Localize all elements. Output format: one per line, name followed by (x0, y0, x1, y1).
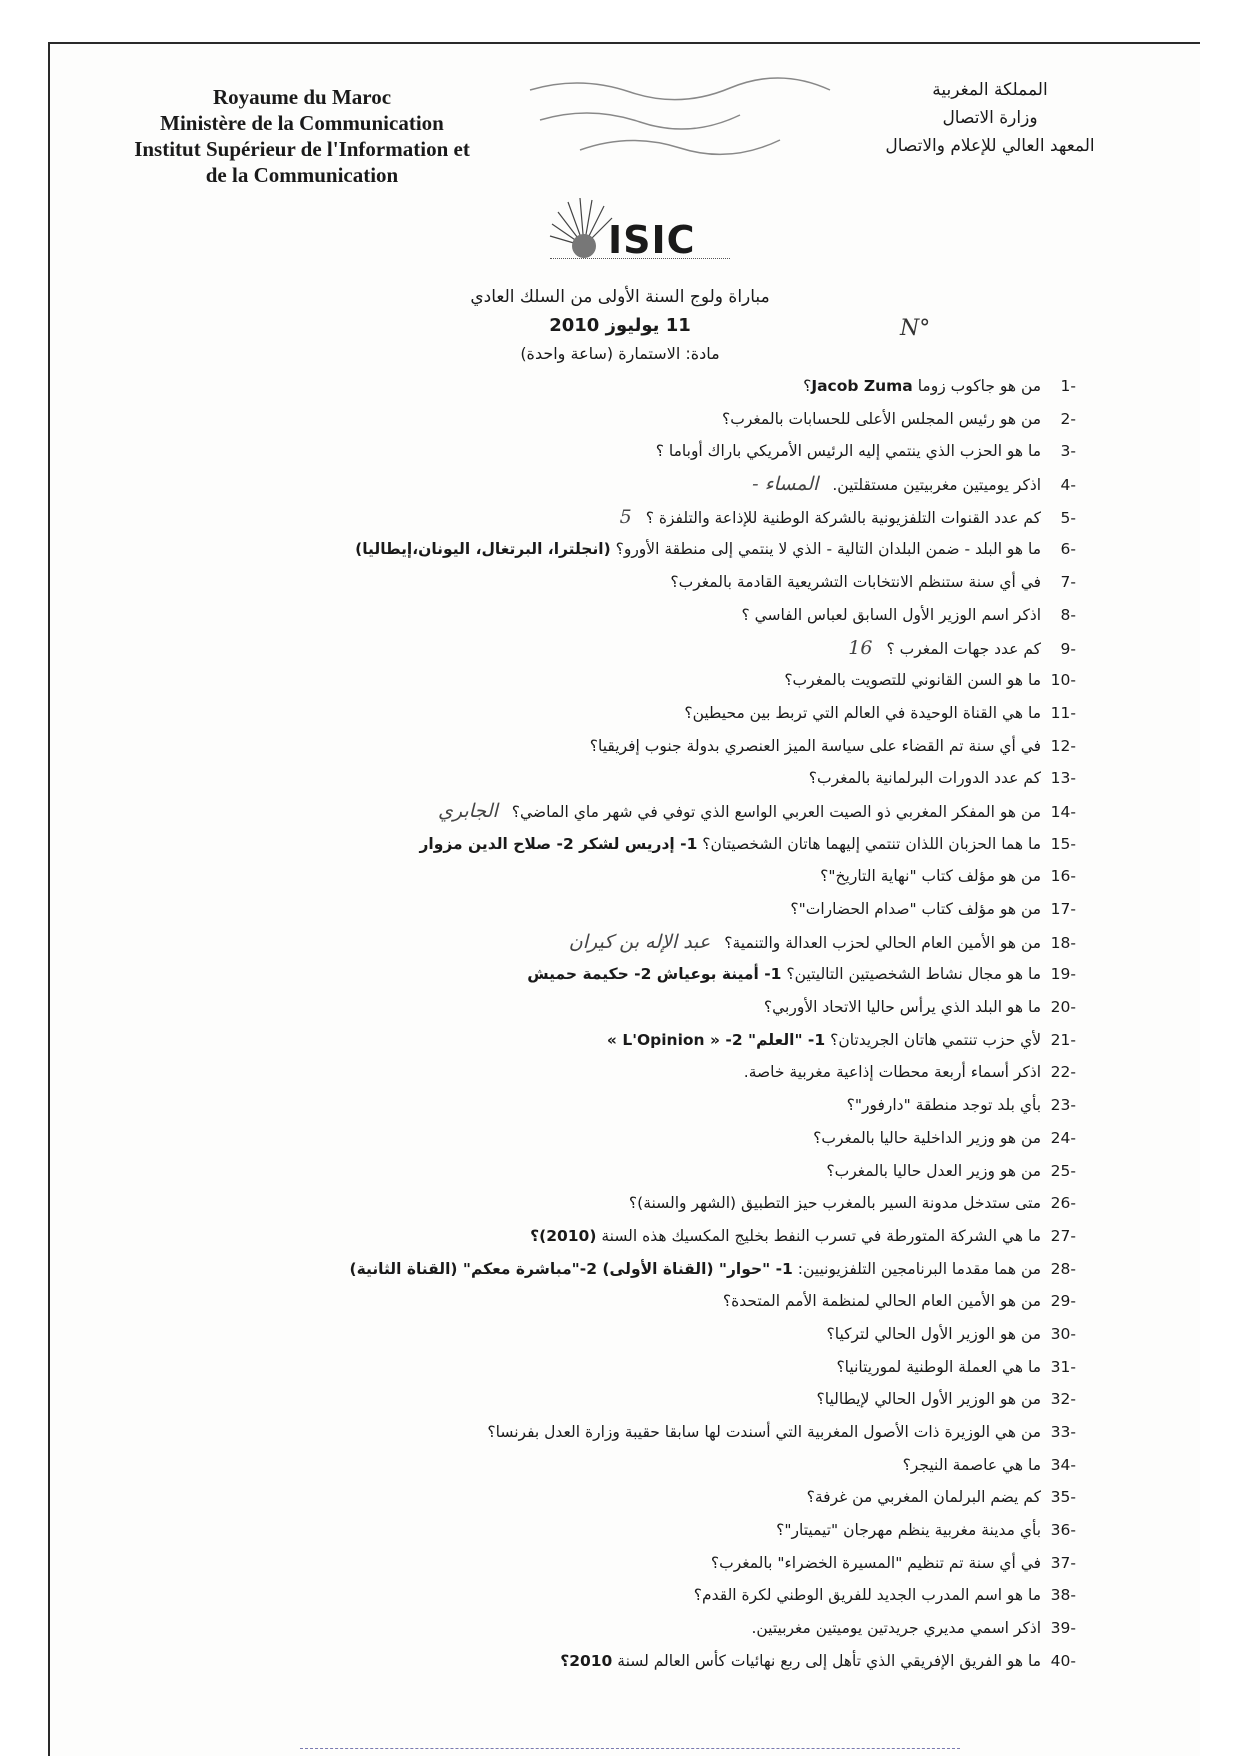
question-text: ما هي الشركة المتورطة في تسرب النفط بخليج المكسيك هذه السنة (596, 1226, 1042, 1245)
question-item (156, 1514, 1076, 1547)
handwritten-answer: 16 (848, 636, 873, 659)
question-item (156, 1351, 1076, 1384)
question-number: -30 (1050, 1324, 1076, 1343)
question-text: ما هو مجال نشاط الشخصيتين التاليتين؟ (781, 965, 1042, 984)
question-item (156, 762, 1076, 795)
question-item (156, 1220, 1076, 1253)
question-number: -40 (1050, 1651, 1076, 1670)
french-header-line: Institut Supérieur de l'Information et (134, 137, 470, 161)
question-item (156, 893, 1076, 926)
question-item (156, 566, 1076, 599)
question-text: من هو جاكوب زوما (912, 377, 1042, 395)
question-end: ؟ (803, 377, 812, 395)
question-item (156, 1481, 1076, 1514)
question-number: -25 (1050, 1161, 1076, 1180)
question-extra: 2010؟ (560, 1651, 613, 1670)
question-number: -16 (1050, 867, 1076, 886)
question-item (156, 1285, 1076, 1318)
question-item (156, 1056, 1076, 1089)
question-item (156, 795, 1076, 828)
question-text: كم يضم البرلمان المغربي من غرفة؟ (806, 1488, 1042, 1507)
number-mark: N° (900, 316, 931, 341)
question-item (156, 664, 1076, 697)
question-number: -11 (1050, 703, 1076, 722)
question-item (156, 533, 1076, 566)
question-text: بأي مدينة مغربية ينظم مهرجان "تيميتار"؟ (776, 1521, 1042, 1540)
question-item (156, 1645, 1076, 1678)
question-text: من هو الأمين العام الحالي لحزب العدالة والتنمية؟ (724, 933, 1042, 952)
question-text: من هو الوزير الأول الحالي لإيطاليا؟ (816, 1390, 1042, 1409)
isic-logo (546, 196, 736, 268)
exam-subject: مادة: الاستمارة (ساعة واحدة) (520, 344, 720, 363)
question-text: ما هو البلد الذي يرأس حاليا الاتحاد الأوربي؟ (763, 998, 1042, 1017)
question-item (156, 1253, 1076, 1286)
question-text: اذكر أسماء أربعة محطات إذاعية مغربية خاصة. (743, 1063, 1042, 1082)
handwritten-answer: الجابري (438, 799, 498, 822)
question-item (156, 991, 1076, 1024)
question-text: ما هو الحزب الذي ينتمي إليه الرئيس الأمريكي باراك أوباما ؟ (655, 442, 1042, 461)
arabic-header-line: المملكة المغربية (932, 80, 1048, 100)
question-text: من هو الأمين العام الحالي لمنظمة الأمم المتحدة؟ (722, 1292, 1042, 1311)
question-text: من هو وزير الداخلية حاليا بالمغرب؟ (813, 1128, 1042, 1147)
logo-underline (550, 258, 730, 263)
french-header (92, 84, 512, 188)
question-item (156, 501, 1076, 534)
question-number: -5 (1060, 508, 1076, 527)
question-item (156, 403, 1076, 436)
question-text: كم عدد القنوات التلفزيونية بالشركة الوطنية للإذاعة والتلفزة ؟ (645, 508, 1042, 527)
question-number: -7 (1060, 573, 1076, 592)
question-item (156, 1416, 1076, 1449)
handwritten-answer: عبد الإله بن كيران (568, 930, 711, 953)
question-number: -15 (1050, 834, 1076, 853)
question-extra: (2010)؟ (530, 1226, 597, 1245)
question-number: -6 (1060, 540, 1076, 559)
question-text: ما هو الفريق الإفريقي الذي تأهل إلى ربع نهائيات كأس العالم لسنة (612, 1651, 1042, 1670)
question-number: -29 (1050, 1292, 1076, 1311)
question-number: -33 (1050, 1423, 1076, 1441)
question-number: -31 (1050, 1357, 1076, 1376)
question-number: -1 (1060, 377, 1076, 395)
question-text: ما هي عاصمة النيجر؟ (902, 1455, 1042, 1474)
handwritten-scribble-bottom (300, 1724, 960, 1749)
question-number: -39 (1050, 1619, 1076, 1638)
question-number: -13 (1050, 769, 1076, 788)
question-item (156, 958, 1076, 991)
question-text: في أي سنة تم تنظيم "المسيرة الخضراء" بالمغرب؟ (710, 1553, 1042, 1572)
question-text: لأي حزب تنتمي هاتان الجريدتان؟ (825, 1030, 1042, 1049)
question-number: -23 (1050, 1096, 1076, 1115)
question-extra: 1- إدريس لشكر 2- صلاح الدين مزوار (419, 834, 698, 853)
exam-title: مباراة ولوج السنة الأولى من السلك العادي (470, 287, 770, 307)
question-text: ما هو البلد - ضمن البلدان التالية - الذي لا ينتمي إلى منطقة الأورو؟ (610, 540, 1042, 559)
question-number: -10 (1050, 671, 1076, 690)
question-number: -36 (1050, 1521, 1076, 1540)
question-number: -35 (1050, 1488, 1076, 1507)
question-text: ما هي العملة الوطنية لموريتانيا؟ (836, 1357, 1042, 1376)
question-extra: 1- "حوار" (القناة الأولى) 2-"مباشرة معكم" (القناة الثانية) (349, 1259, 793, 1278)
question-text: اذكر اسمي مديري جريدتين يوميتين مغربيتين. (751, 1619, 1042, 1638)
question-text: ما هما الحزبان اللذان تنتمي إليهما هاتان الشخصيتان؟ (697, 834, 1042, 853)
question-item (156, 860, 1076, 893)
handwritten-answer: 5 (619, 505, 632, 528)
question-item (156, 370, 1076, 403)
question-item (156, 1089, 1076, 1122)
question-text: اذكر يوميتين مغربيتين مستقلتين. (832, 476, 1042, 495)
question-text: من هو مؤلف كتاب "صدام الحضارات"؟ (790, 900, 1042, 918)
question-number: -18 (1050, 933, 1076, 952)
question-text: من هو رئيس المجلس الأعلى للحسابات بالمغرب؟ (722, 409, 1042, 428)
question-text: بأي بلد توجد منطقة "دارفور"؟ (846, 1096, 1042, 1115)
question-text: اذكر اسم الوزير الأول السابق لعباس الفاسي ؟ (741, 605, 1042, 624)
question-number: -17 (1050, 900, 1076, 918)
question-number: -27 (1050, 1226, 1076, 1245)
question-item (156, 468, 1076, 501)
handwritten-scribble-top (520, 70, 840, 160)
question-item (156, 1383, 1076, 1416)
question-extra: Jacob Zuma (811, 377, 913, 395)
question-extra: 1- أمينة بوعياش 2- حكيمة حميش (527, 965, 782, 984)
french-header-line: Royaume du Maroc (212, 85, 392, 109)
question-text: ما هو السن القانوني للتصويت بالمغرب؟ (784, 671, 1042, 690)
question-list (156, 370, 1076, 1678)
question-number: -8 (1060, 605, 1076, 624)
arabic-header-line: المعهد العالي للإعلام والاتصال (885, 136, 1095, 156)
question-item (156, 632, 1076, 665)
question-item (156, 1024, 1076, 1057)
question-number: -24 (1050, 1128, 1076, 1147)
question-text: من هو مؤلف كتاب "نهاية التاريخ"؟ (820, 867, 1042, 886)
question-text: ما هو اسم المدرب الجديد للفريق الوطني لكرة القدم؟ (693, 1586, 1042, 1605)
question-number: -37 (1050, 1553, 1076, 1572)
french-header-line: de la Communication (205, 163, 399, 187)
question-item (156, 435, 1076, 468)
question-text: في أي سنة ستنظم الانتخابات التشريعية القادمة بالمغرب؟ (670, 573, 1042, 592)
question-number: -34 (1050, 1455, 1076, 1474)
question-number: -26 (1050, 1194, 1076, 1213)
sunburst-icon (546, 196, 616, 262)
question-item (156, 1318, 1076, 1351)
question-item (156, 1449, 1076, 1482)
question-text: متى ستدخل مدونة السير بالمغرب حيز التطبيق (الشهر والسنة)؟ (628, 1194, 1042, 1213)
question-number: -9 (1060, 639, 1076, 658)
logo-wordmark: ISIC (608, 218, 696, 262)
question-text: كم عدد الدورات البرلمانية بالمغرب؟ (808, 769, 1042, 788)
question-text: من هي الوزيرة ذات الأصول المغربية التي أسندت لها سابقا حقيبة وزارة العدل بفرنسا؟ (487, 1423, 1042, 1441)
question-text: من هو الوزير الأول الحالي لتركيا؟ (826, 1324, 1042, 1343)
question-item (156, 1187, 1076, 1220)
question-text: من هما مقدما البرنامجين التلفزيونيين: (792, 1259, 1042, 1278)
arabic-header-line: وزارة الاتصال (942, 108, 1038, 128)
question-extra: (انجلترا، البرتغال، اليونان،إيطاليا) (355, 540, 611, 559)
question-number: -19 (1050, 965, 1076, 984)
question-number: -28 (1050, 1259, 1076, 1278)
question-item (156, 1122, 1076, 1155)
question-number: -2 (1060, 409, 1076, 428)
french-header-line: Ministère de la Communication (160, 111, 444, 135)
question-item (156, 828, 1076, 861)
question-text: ما هي القناة الوحيدة في العالم التي تربط بين محيطين؟ (684, 703, 1042, 722)
question-text: كم عدد جهات المغرب ؟ (886, 639, 1042, 658)
question-number: -38 (1050, 1586, 1076, 1605)
question-extra: 1- "العلم" 2- « L'Opinion » (606, 1030, 826, 1049)
question-number: -14 (1050, 802, 1076, 821)
question-number: -22 (1050, 1063, 1076, 1082)
question-number: -12 (1050, 736, 1076, 755)
question-number: -32 (1050, 1390, 1076, 1409)
question-item (156, 926, 1076, 959)
handwritten-answer: المساء - (752, 473, 819, 496)
question-item (156, 599, 1076, 632)
question-item (156, 697, 1076, 730)
question-item (156, 1612, 1076, 1645)
question-item (156, 1579, 1076, 1612)
question-number: -20 (1050, 998, 1076, 1017)
question-number: -4 (1060, 476, 1076, 495)
question-number: -21 (1050, 1030, 1076, 1049)
question-item (156, 730, 1076, 763)
question-text: من هو المفكر المغربي ذو الصيت العربي الواسع الذي توفي في شهر ماي الماضي؟ (511, 802, 1042, 821)
exam-title-block (300, 282, 940, 368)
question-number: -3 (1060, 442, 1076, 461)
exam-date: 11 يوليوز 2010 (549, 315, 691, 336)
question-item (156, 1547, 1076, 1580)
arabic-header (840, 76, 1140, 160)
question-text: في أي سنة تم القضاء على سياسة الميز العنصري بدولة جنوب إفريقيا؟ (589, 736, 1042, 755)
question-item (156, 1155, 1076, 1188)
question-text: من هو وزير العدل حاليا بالمغرب؟ (826, 1161, 1042, 1180)
